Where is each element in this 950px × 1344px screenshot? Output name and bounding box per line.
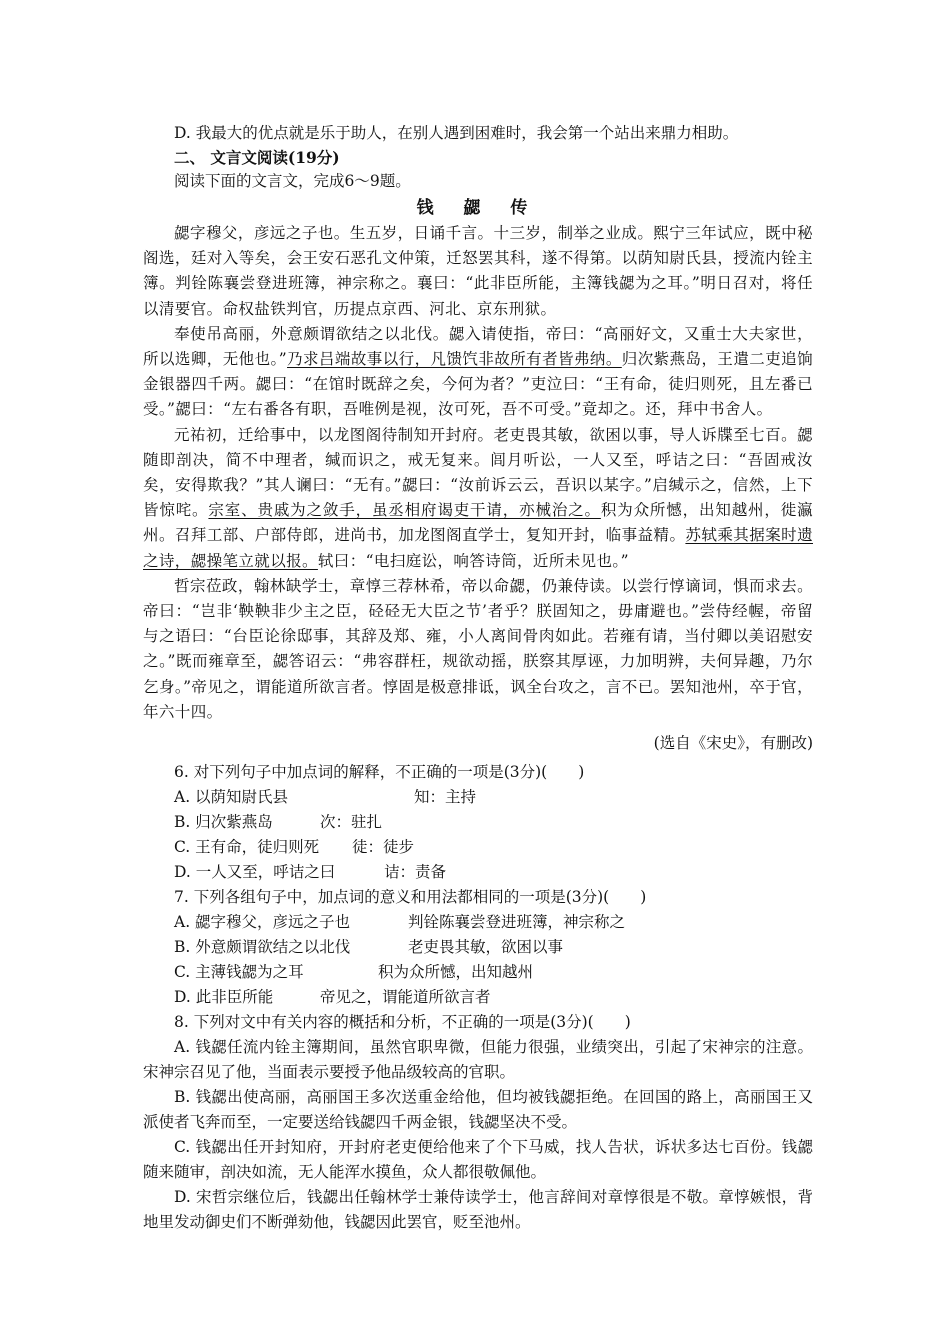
option-b: B. 钱勰出使高丽，高丽国王多次送重金给他，但均被钱勰拒绝。在回国的路上，高丽国王又派使者飞奔而至，一定要送给钱勰四千两金银，钱勰坚决不受。: [143, 1088, 813, 1132]
option-b: B. 归次紫燕岛 次：驻扎: [174, 813, 383, 832]
passage-text: 积为众所憾，出知越州，徙瀛州。召拜工部、户部侍郎，进尚书，加龙图阁直学士，复知开封，临事益精。: [143, 501, 813, 545]
underlined-sentence: 宗室、贵戚为之敛手，虽丞相府谒吏干请，亦械治之。: [208, 501, 601, 520]
option-c: C. 主薄钱勰为之耳 积为众所憾，出知越州: [174, 963, 534, 982]
question-stem: 6. 对下列句子中加点词的解释，不正确的一项是(3分)( ): [174, 763, 585, 782]
passage-text: 元祐初，迁给事中，以龙图阁待制知开封府。老吏畏其敏，欲困以事，导人诉牒至七百。勰随即剖决，简不中理者，缄而识之，戒无复来。闾月听讼，一人又至，呼诘之曰：“吾固戒汝矣，安得欺我？”其人谰曰：“无有。”勰曰：“汝前诉云云，吾识以某字。”启缄示之，信然，上下皆惊咤。: [143, 425, 813, 520]
option-d: D. 一人又至，呼诘之曰 诘：责备: [174, 863, 447, 882]
passage-title: 钱 勰 传: [416, 198, 540, 218]
option-d: D. 此非臣所能 帝见之，谓能道所欲言者: [174, 988, 491, 1007]
instruction: 阅读下面的文言文，完成6～9题。: [174, 171, 411, 190]
question-8: [143, 1010, 813, 1235]
option-a: A. 勰字穆父，彦远之子也 判铨陈襄尝登进班簿，神宗称之: [174, 913, 626, 932]
passage-paragraph-4: 哲宗莅政，翰林缺学士，章惇三荐林希，帝以命勰，仍兼侍读。以尝行惇谪词，惧而求去。帝曰：“岂非‘鞅鞅非少主之臣，硁硁无大臣之节’者乎？朕固知之，毋庸避也。”尝侍经幄，帝留与之语曰：“台臣论徐邸事，其辞及郑、雍，小人离间骨肉如此。若雍有请，当付卿以美诏慰安之。”既而雍章至，勰答诏云：“弗容群枉，规欲动摇，朕察其厚诬，力加明辨，夫何异趣，乃尔乞身。”帝见之，谓能道所欲言者。惇固是极意排诋，讽全台攻之，言不已。罢知池州，卒于官，年六十四。: [143, 576, 813, 721]
passage-paragraph-2: [143, 322, 813, 423]
underlined-sentence: 苏轼乘其据案时遗之诗，勰操笔立就以报。: [143, 526, 813, 570]
option-a: A. 钱勰任流内铨主簿期间，虽然官职卑微，但能力很强，业绩突出，引起了宋神宗的注意。宋神宗召见了他，当面表示要授予他品级较高的官职。: [143, 1038, 813, 1082]
option-b: B. 外意颇谓欲结之以北伐 老吏畏其敏，欲困以事: [174, 938, 564, 957]
option-c: C. 钱勰出任开封知府，开封府老吏便给他来了个下马威，找人告状，诉状多达七百份。钱勰随来随审，剖决如流，无人能浑水摸鱼，众人都很敬佩他。: [143, 1138, 813, 1182]
option-a: A. 以荫知尉氏县 知：主持: [174, 788, 477, 807]
question-stem: 7. 下列各组句子中，加点词的意义和用法都相同的一项是(3分)( ): [174, 888, 647, 907]
source-citation: (选自《宋史》，有删改): [653, 734, 813, 753]
underlined-sentence: 乃求吕端故事以行，凡馈饩非故所有者皆弗纳。: [287, 350, 622, 369]
passage-paragraph-3: [143, 423, 813, 574]
exam-page: [143, 122, 813, 1235]
option-d: D. 宋哲宗继位后，钱勰出任翰林学士兼侍读学士，他言辞间对章惇很是不敬。章惇嫉恨，背地里发动御史们不断弹劾他，钱勰因此罢官，贬至池州。: [143, 1188, 813, 1232]
passage-paragraph-1: 勰字穆父，彦远之子也。生五岁，日诵千言。十三岁，制举之业成。熙宁三年试应，既中秘阁选，廷对入等矣，会王安石恶孔文仲策，迁怒罢其科，遂不得第。以荫知尉氏县，授流内铨主簿。判铨陈襄尝登进班簿，神宗称之。襄曰：“此非臣所能，主簿钱勰为之耳。”明日召对，将任以清要官。命权盐铁判官，历提点京西、河北、京东刑狱。: [143, 224, 813, 318]
passage-text: 轼曰：“电扫庭讼，响答诗筒，近所未见也。”: [317, 551, 629, 570]
section-heading: 二、 文言文阅读(19分): [174, 147, 340, 167]
passage-text: 奉使吊高丽，外意颇谓欲结之以北伐。勰入请使指，帝曰：“高丽好文，又重士大夫家世，所以选卿，无他也。”: [143, 324, 813, 369]
question-stem: 8. 下列对文中有关内容的概括和分析，不正确的一项是(3分)( ): [174, 1013, 631, 1032]
option-c: C. 王有命，徒归则死 徒：徒步: [174, 838, 415, 857]
question-6: [143, 760, 813, 885]
intro-option-d: D. 我最大的优点就是乐于助人，在别人遇到困难时，我会第一个站出来鼎力相助。: [174, 124, 739, 142]
passage: [143, 221, 813, 725]
passage-text: 归次紫燕岛，王遣二吏追饷金银器四千两。勰曰：“在馆时既辞之矣，今何为者？”吏泣曰：“王有命，徒归则死，且左番已受。”勰曰：“左右番各有职，吾唯例是视，汝可死，吾不可受。”竟却之。还，拜中书舍人。: [143, 350, 813, 419]
question-7: [143, 885, 813, 1010]
